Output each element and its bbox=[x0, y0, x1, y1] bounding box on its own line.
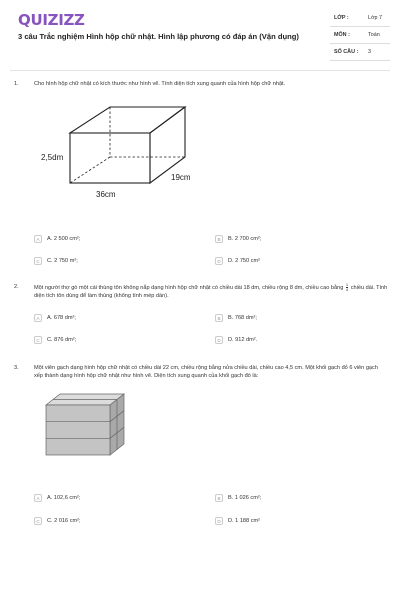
width-label: 19cm bbox=[171, 173, 191, 182]
option-text: C. 876 dm²; bbox=[47, 337, 77, 343]
answer-option-a[interactable] bbox=[34, 235, 80, 243]
meta-value: Lớp 7 bbox=[368, 15, 383, 21]
meta-label: LỚP : bbox=[334, 15, 349, 21]
meta-row-subject bbox=[330, 27, 390, 44]
option-text: A. 2 500 cm²; bbox=[47, 236, 81, 242]
option-letter-badge: A bbox=[34, 235, 42, 243]
question-text: Cho hình hộp chữ nhật có kích thước như hình vẽ. Tính diện tích xung quanh của hình hộp chữ nhật. bbox=[34, 81, 286, 87]
question-text: Một viên gạch dạng hình hộp chữ nhật có chiều dài 22 cm, chiều rộng bằng nửa chiều dài, chiều cao 4,5 cm. Một khối gạch đỏ 6 viên gạch xếp thành dạng hình hộp chữ nhật như hình vẽ. Diện tích xung quanh của khối gạch đó là: bbox=[34, 365, 378, 379]
answer-option-a[interactable] bbox=[34, 494, 80, 502]
question-text-part: chiều dài. Tính diện tích tôn dùng để làm thùng (không tính mép dán). bbox=[34, 284, 388, 299]
option-letter-badge: B bbox=[215, 235, 223, 243]
fraction-denominator: 4 bbox=[345, 287, 349, 292]
meta-value: 3 bbox=[368, 49, 371, 55]
option-text: C. 2 750 m²; bbox=[47, 258, 78, 264]
question-number: 1. bbox=[14, 81, 19, 87]
brick-stack-front bbox=[46, 405, 110, 455]
question-number: 3. bbox=[14, 365, 19, 371]
option-letter-badge: A bbox=[34, 494, 42, 502]
meta-row-count bbox=[330, 44, 390, 61]
question-number: 2. bbox=[14, 284, 19, 290]
answer-option-b[interactable] bbox=[215, 235, 261, 243]
meta-row-class bbox=[330, 10, 390, 27]
meta-label: SỐ CÂU : bbox=[334, 49, 359, 55]
option-text: B. 1 026 cm²; bbox=[228, 495, 262, 501]
answer-option-d[interactable] bbox=[215, 257, 260, 265]
answer-option-d[interactable] bbox=[215, 517, 260, 525]
quizizz-logo: QUIZIZZ bbox=[18, 11, 85, 29]
option-letter-badge: D bbox=[215, 336, 223, 344]
option-letter-badge: C bbox=[34, 336, 42, 344]
answer-option-c[interactable] bbox=[34, 257, 78, 265]
option-text: A. 678 dm²; bbox=[47, 315, 76, 321]
answer-option-d[interactable] bbox=[215, 336, 257, 344]
question-text-part: Một người thợ gò một cái thùng tôn không nắp dạng hình hộp chữ nhật có chiều dài 18 dm, chiều rộng 8 dm, chiều cao bằng bbox=[34, 284, 344, 291]
option-letter-badge: B bbox=[215, 314, 223, 322]
meta-info-table bbox=[330, 10, 390, 61]
option-text: C. 2 016 cm²; bbox=[47, 518, 81, 524]
option-letter-badge: B bbox=[215, 494, 223, 502]
option-text: D. 1 188 cm² bbox=[228, 518, 261, 524]
question-1 bbox=[14, 80, 388, 88]
question-3 bbox=[14, 364, 388, 380]
answer-option-a[interactable] bbox=[34, 314, 76, 322]
box-side-face bbox=[150, 107, 185, 183]
option-text: B. 768 dm²; bbox=[228, 315, 257, 321]
length-label: 36cm bbox=[96, 190, 116, 199]
fraction bbox=[346, 283, 348, 292]
option-letter-badge: C bbox=[34, 257, 42, 265]
brick-stack-figure bbox=[38, 390, 133, 470]
option-letter-badge: D bbox=[215, 517, 223, 525]
fraction-numerator: 1 bbox=[345, 282, 349, 287]
height-label: 2,5dm bbox=[41, 153, 64, 162]
page-title: 3 câu Trắc nghiệm Hình hộp chữ nhật. Hình lập phương có đáp án (Vận dụng) bbox=[18, 32, 299, 41]
option-text: A. 102,6 cm²; bbox=[47, 495, 81, 501]
question-text bbox=[34, 283, 388, 300]
option-text: B. 2 700 cm²; bbox=[228, 236, 262, 242]
option-letter-badge: A bbox=[34, 314, 42, 322]
rectangular-box-figure bbox=[40, 100, 210, 205]
meta-value: Toán bbox=[368, 32, 380, 38]
meta-label: MÔN : bbox=[334, 32, 350, 38]
hidden-edge bbox=[70, 157, 110, 183]
question-2 bbox=[14, 283, 388, 300]
answer-option-b[interactable] bbox=[215, 494, 261, 502]
option-letter-badge: C bbox=[34, 517, 42, 525]
option-text: D. 2 750 cm² bbox=[228, 258, 261, 264]
answer-option-c[interactable] bbox=[34, 517, 81, 525]
answer-option-b[interactable] bbox=[215, 314, 257, 322]
answer-option-c[interactable] bbox=[34, 336, 76, 344]
option-letter-badge: D bbox=[215, 257, 223, 265]
header-divider bbox=[10, 70, 390, 71]
option-text: D. 912 dm². bbox=[228, 337, 258, 343]
